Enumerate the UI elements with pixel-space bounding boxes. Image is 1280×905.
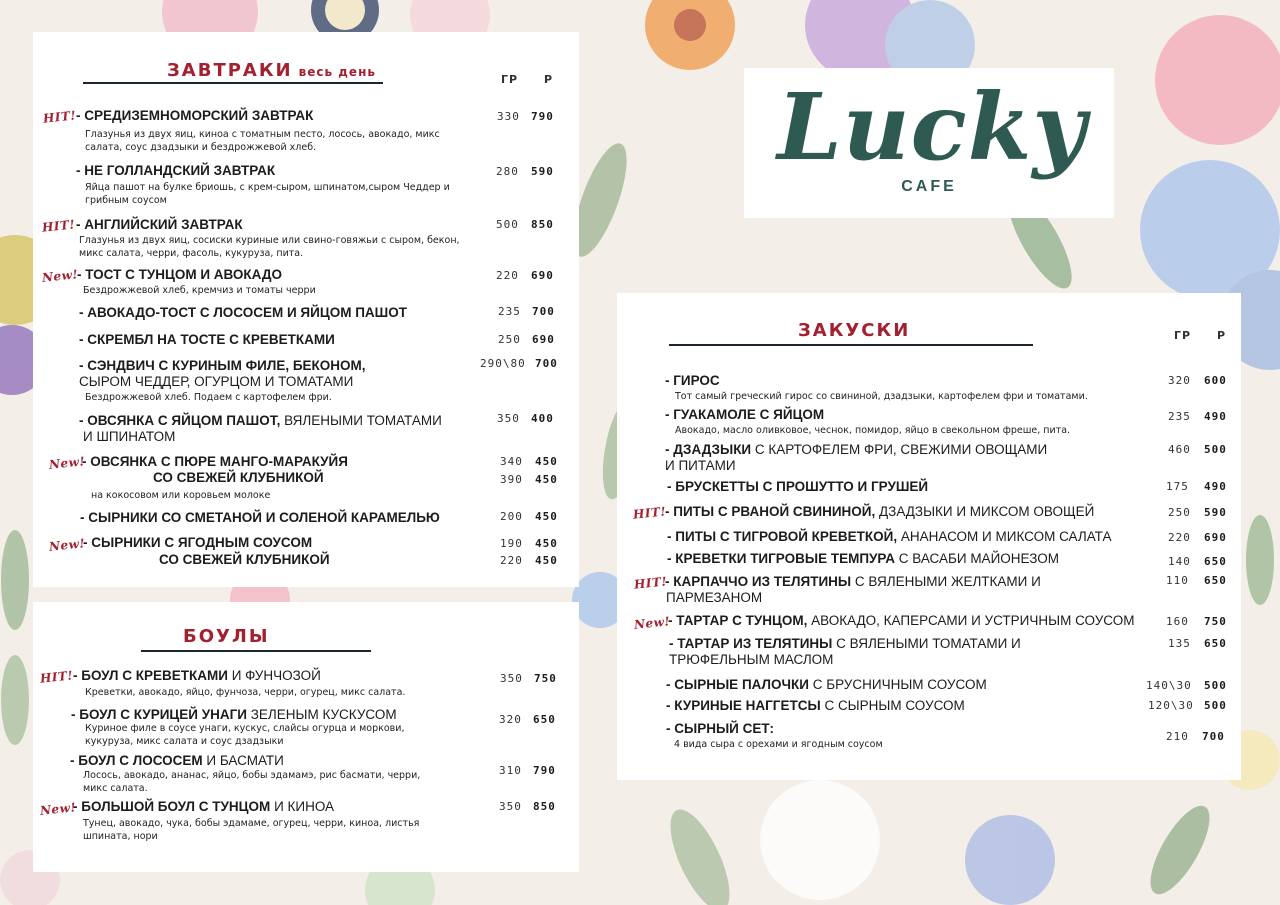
item-weight: 220 [1168, 531, 1191, 544]
item-desc: Авокадо, масло оливковое, чеснок, помидор, яйцо в свекольном фреше, пита. [675, 425, 1071, 436]
item-desc: Яйца пашот на булке бриошь, с крем-сыром, шпинатом,сыром Чеддер и [85, 182, 450, 193]
item-name: - СКРЕМБЛ НА ТОСТЕ С КРЕВЕТКАМИ [79, 332, 335, 347]
item-name: - БОУЛ С КРЕВЕТКАМИ И ФУНЧОЗОЙ [73, 668, 321, 683]
item-desc: Глазунья из двух яиц, сосиски куриные или свино-говяжьи с сыром, бекон, [79, 235, 460, 246]
item-weight: 460 [1168, 443, 1191, 456]
item-price: 790 [533, 764, 556, 777]
item-price: 700 [532, 305, 555, 318]
item-weight: 310 [499, 764, 522, 777]
item-name: - НЕ ГОЛЛАНДСКИЙ ЗАВТРАК [76, 163, 276, 178]
item-desc: микс салата, черри, фасоль, кукуруза, пита. [79, 248, 304, 259]
item-desc: 4 вида сыра с орехами и ягодным соусом [674, 739, 883, 750]
new-badge: New! [48, 536, 86, 554]
item-desc: Тунец, авокадо, чука, бобы эдамаме, огурец, черри, киноа, листья [83, 818, 420, 829]
snacks-title: ЗАКУСКИ [798, 320, 911, 341]
item-weight: 340 [500, 455, 523, 468]
item-price: 690 [532, 333, 555, 346]
item-name: - ОВСЯНКА С ЯЙЦОМ ПАШОТ, ВЯЛЕНЫМИ ТОМАТАМИ [79, 413, 442, 428]
item-desc: салата, соус дзадзыки и бездрожжевой хлеб. [85, 142, 317, 153]
snacks-panel [617, 293, 1241, 780]
item-desc: Лосось, авокадо, ананас, яйцо, бобы эдамамэ, рис басмати, черри, [83, 770, 421, 781]
item-price: 850 [531, 218, 554, 231]
item-name: - ГУАКАМОЛЕ С ЯЙЦОМ [665, 407, 825, 422]
new-badge: New! [39, 800, 77, 818]
item-price: 700 [1202, 730, 1225, 743]
item-name-cont: СО СВЕЖЕЙ КЛУБНИКОЙ [153, 470, 324, 485]
item-weight: 220 [496, 269, 519, 282]
item-desc: Бездрожжевой хлеб. Подаем с картофелем фри. [85, 392, 332, 403]
item-price: 400 [531, 412, 554, 425]
item-price: 450 [535, 455, 558, 468]
item-price: 500 [1204, 443, 1227, 456]
item-name: - СЫРНЫЙ СЕТ: [666, 721, 774, 736]
item-price: 650 [1204, 555, 1227, 568]
item-weight: 220 [500, 554, 523, 567]
item-name: - БРУСКЕТТЫ С ПРОШУТТО И ГРУШЕЙ [667, 479, 929, 494]
item-weight: 320 [499, 713, 522, 726]
item-weight: 235 [1168, 410, 1191, 423]
item-name-cont: И ПИТАМИ [665, 458, 736, 473]
item-name-cont: СО СВЕЖЕЙ КЛУБНИКОЙ [159, 552, 330, 567]
item-name: - АНГЛИЙСКИЙ ЗАВТРАК [76, 217, 243, 232]
item-weight: 190 [500, 537, 523, 550]
item-name: - КРЕВЕТКИ ТИГРОВЫЕ ТЕМПУРА С ВАСАБИ МАЙОНЕЗОМ [667, 551, 1059, 566]
item-desc: Тот самый греческий гирос со свининой, дзадзыки, картофелем фри и томатами. [675, 391, 1088, 402]
item-price: 490 [1204, 410, 1227, 423]
item-name: - ДЗАДЗЫКИ С КАРТОФЕЛЕМ ФРИ, СВЕЖИМИ ОВОЩАМИ [665, 442, 1048, 457]
item-name: - ТАРТАР С ТУНЦОМ, АВОКАДО, КАПЕРСАМИ И УСТРИЧНЫМ СОУСОМ [668, 613, 1135, 628]
item-price: 750 [534, 672, 557, 685]
item-weight: 120\30 [1148, 699, 1194, 712]
item-name: - СЫРНЫЕ ПАЛОЧКИ С БРУСНИЧНЫМ СОУСОМ [666, 677, 987, 692]
item-price: 850 [533, 800, 556, 813]
item-name: - СЭНДВИЧ С КУРИНЫМ ФИЛЕ, БЕКОНОМ, [79, 358, 366, 373]
item-weight: 350 [500, 672, 523, 685]
item-desc: на кокосовом или коровьем молоке [91, 490, 271, 501]
item-weight: 210 [1166, 730, 1189, 743]
item-desc: микс салата. [83, 783, 148, 794]
item-weight: 110 [1166, 574, 1189, 587]
item-name-cont: И ШПИНАТОМ [83, 429, 176, 444]
item-weight: 390 [500, 473, 523, 486]
breakfast-title: ЗАВТРАКИ весь день [167, 60, 376, 81]
item-price: 650 [1204, 637, 1227, 650]
item-weight: 140 [1168, 555, 1191, 568]
logo-subtitle: CAFE [901, 178, 957, 195]
item-price: 590 [531, 165, 554, 178]
item-price: 690 [1204, 531, 1227, 544]
item-weight: 290\80 [480, 357, 526, 370]
item-price: 450 [535, 537, 558, 550]
breakfast-subtitle: весь день [298, 65, 376, 79]
bowls-panel [33, 602, 579, 872]
item-desc: кукуруза, микс салата и соус дзадзыки [85, 736, 284, 747]
breakfast-panel [33, 32, 579, 587]
snacks-col-price: Р [1217, 329, 1227, 342]
item-name: - ТАРТАР ИЗ ТЕЛЯТИНЫ С ВЯЛЕНЫМИ ТОМАТАМИ И [669, 636, 1021, 651]
item-name: - СЫРНИКИ СО СМЕТАНОЙ И СОЛЕНОЙ КАРАМЕЛЬЮ [80, 510, 440, 525]
new-badge: New! [41, 267, 79, 285]
hit-badge: HIT! [633, 574, 668, 592]
item-price: 690 [531, 269, 554, 282]
breakfast-col-weight: ГР [501, 73, 519, 86]
item-name: - ТОСТ С ТУНЦОМ И АВОКАДО [77, 267, 283, 282]
item-price: 490 [1204, 480, 1227, 493]
item-name: - КУРИНЫЕ НАГГЕТСЫ С СЫРНЫМ СОУСОМ [666, 698, 965, 713]
item-weight: 250 [498, 333, 521, 346]
item-desc: Креветки, авокадо, яйцо, фунчоза, черри, огурец, микс салата. [85, 687, 406, 698]
item-price: 790 [531, 110, 554, 123]
bowls-title: БОУЛЫ [183, 626, 270, 647]
item-desc: Глазунья из двух яиц, киноа с томатным песто, лосось, авокадо, микс [85, 129, 440, 140]
item-name-cont: ТРЮФЕЛЬНЫМ МАСЛОМ [669, 652, 834, 667]
item-weight: 160 [1166, 615, 1189, 628]
item-name: - ОВСЯНКА С ПЮРЕ МАНГО-МАРАКУЙЯ [82, 454, 348, 469]
item-weight: 250 [1168, 506, 1191, 519]
snacks-underline [669, 344, 1033, 346]
bowls-underline [141, 650, 371, 652]
new-badge: New! [633, 614, 671, 632]
hit-badge: HIT! [42, 108, 77, 126]
item-price: 750 [1204, 615, 1227, 628]
logo-wordmark: Lucky [777, 73, 1087, 181]
item-desc: грибным соусом [85, 195, 167, 206]
snacks-col-weight: ГР [1174, 329, 1192, 342]
item-weight: 320 [1168, 374, 1191, 387]
hit-badge: HIT! [41, 217, 76, 235]
item-price: 650 [1204, 574, 1227, 587]
item-weight: 140\30 [1146, 679, 1192, 692]
item-name: - БОЛЬШОЙ БОУЛ С ТУНЦОМ И КИНОА [73, 799, 335, 814]
breakfast-underline [83, 82, 383, 84]
item-price: 500 [1204, 699, 1227, 712]
item-name: - СЫРНИКИ С ЯГОДНЫМ СОУСОМ [83, 535, 313, 550]
item-price: 500 [1204, 679, 1227, 692]
item-weight: 175 [1166, 480, 1189, 493]
item-price: 700 [535, 357, 558, 370]
hit-badge: HIT! [39, 668, 74, 686]
item-weight: 350 [499, 800, 522, 813]
item-desc: Куриное филе в соусе унаги, кускус, слайсы огурца и моркови, [85, 723, 405, 734]
item-weight: 330 [497, 110, 520, 123]
hit-badge: HIT! [632, 504, 667, 522]
item-name: - ПИТЫ С ТИГРОВОЙ КРЕВЕТКОЙ, АНАНАСОМ И МИКСОМ САЛАТА [667, 529, 1112, 544]
logo-panel [744, 68, 1114, 218]
item-weight: 200 [500, 510, 523, 523]
item-name: - АВОКАДО-ТОСТ С ЛОСОСЕМ И ЯЙЦОМ ПАШОТ [79, 305, 407, 320]
item-name: - ГИРОС [665, 373, 720, 388]
item-desc: шпината, нори [83, 831, 158, 842]
item-weight: 350 [497, 412, 520, 425]
item-weight: 235 [498, 305, 521, 318]
item-weight: 500 [496, 218, 519, 231]
item-price: 650 [533, 713, 556, 726]
item-name: - БОУЛ С КУРИЦЕЙ УНАГИ ЗЕЛЕНЫМ КУСКУСОМ [71, 707, 397, 722]
item-weight: 280 [496, 165, 519, 178]
item-name: - СРЕДИЗЕМНОМОРСКИЙ ЗАВТРАК [76, 108, 314, 123]
item-price: 450 [535, 554, 558, 567]
item-price: 600 [1204, 374, 1227, 387]
item-name-cont: ПАРМЕЗАНОМ [666, 590, 763, 605]
item-price: 450 [535, 473, 558, 486]
item-name: - БОУЛ С ЛОСОСЕМ И БАСМАТИ [70, 753, 284, 768]
item-name: - КАРПАЧЧО ИЗ ТЕЛЯТИНЫ С ВЯЛЕНЫМИ ЖЕЛТКАМИ И [665, 574, 1041, 589]
item-price: 590 [1204, 506, 1227, 519]
item-weight: 135 [1168, 637, 1191, 650]
breakfast-col-price: Р [544, 73, 554, 86]
item-desc: Бездрожжевой хлеб, кремчиз и томаты черри [83, 285, 316, 296]
new-badge: New! [48, 454, 86, 472]
item-name: - ПИТЫ С РВАНОЙ СВИНИНОЙ, ДЗАДЗЫКИ И МИКСОМ ОВОЩЕЙ [665, 504, 1095, 519]
item-name-cont: СЫРОМ ЧЕДДЕР, ОГУРЦОМ И ТОМАТАМИ [79, 374, 354, 389]
item-price: 450 [535, 510, 558, 523]
